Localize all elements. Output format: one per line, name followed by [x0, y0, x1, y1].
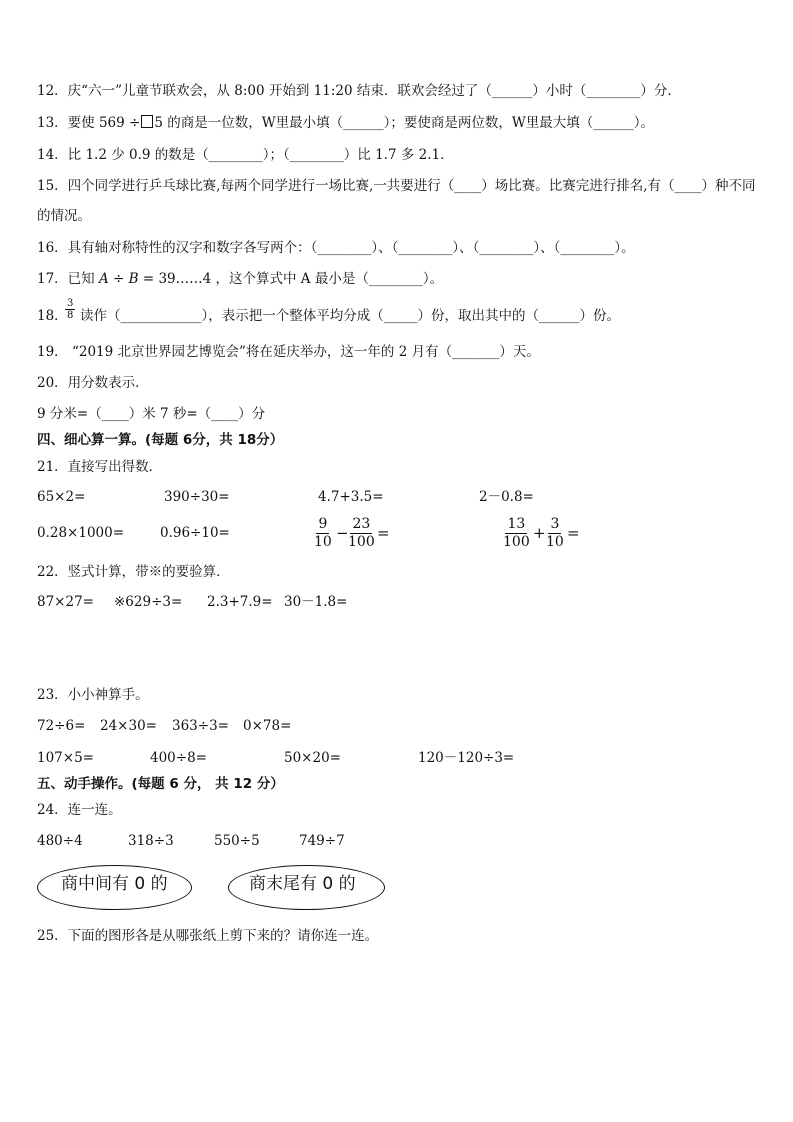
q23-item-5: 107×5=	[37, 750, 94, 766]
q18-numerator: 3	[67, 298, 74, 309]
q21-item-1: 65×2=	[37, 489, 86, 505]
q23-item-1: 72÷6=	[37, 718, 86, 734]
q22-item-3: 2.3+7.9=	[207, 594, 273, 610]
question-24: 24．连一连。	[37, 802, 122, 818]
q21-frac1-op: −	[336, 524, 349, 542]
q13-suffix: 5 的商是一位数，W里最小填（______）；要使商是两位数，W里最大填（______）。	[154, 115, 654, 131]
denominator: 100	[503, 534, 530, 550]
q13-prefix: 13．要使 569 ÷	[37, 115, 141, 131]
section-5-heading: 五、动手操作。(每题 6 分， 共 12 分）	[37, 776, 284, 792]
numerator: 3	[550, 516, 560, 532]
q21-item-4: 2－0.8=	[479, 489, 534, 505]
q18-number: 18．	[37, 308, 68, 324]
blank-box-icon	[141, 115, 153, 128]
q21-frac2-op: +	[533, 524, 546, 542]
section-4-heading: 四、细心算一算。(每题 6分，共 18分）	[37, 432, 284, 448]
q17-rest: = 39……4 ，这个算式中 A 最小是（________）。	[142, 271, 444, 287]
q23-item-7: 50×20=	[284, 750, 341, 766]
numerator: 13	[507, 516, 526, 532]
q21-frac2-eq: =	[567, 524, 580, 542]
q21-frac1-b	[348, 516, 375, 551]
q24-item-4: 749÷7	[299, 833, 345, 849]
question-17	[37, 270, 443, 288]
ellipse-zero-end-label: 商末尾有 0 的	[249, 874, 356, 894]
q23-item-3: 363÷3=	[172, 718, 229, 734]
numerator: 9	[318, 516, 328, 532]
q24-item-2: 318÷3	[128, 833, 174, 849]
denominator: 10	[314, 534, 332, 550]
q23-item-8: 120－120÷3=	[418, 750, 515, 766]
question-20: 20．用分数表示．	[37, 375, 149, 391]
q23-item-2: 24×30=	[100, 718, 157, 734]
q23-item-6: 400÷8=	[150, 750, 207, 766]
q18-text: 读作（____________），表示把一个整体平均分成（_____）份，取出其中的（______）份。	[80, 308, 620, 324]
q18-fraction	[65, 298, 75, 321]
ellipse-zero-middle-label: 商中间有 0 的	[61, 874, 168, 894]
denominator: 100	[348, 534, 375, 550]
q17-prefix: 17．已知	[37, 271, 95, 287]
q21-item-6: 0.96÷10=	[160, 525, 230, 541]
q23-item-4: 0×78=	[243, 718, 292, 734]
question-12: 12．庆“六一”儿童节联欢会，从 8:00 开始到 11:20 结束．联欢会经过了（______）小时（________）分．	[37, 83, 681, 99]
q21-frac1-eq: =	[377, 524, 390, 542]
question-19: 19． “2019 北京世界园艺博览会”将在延庆举办，这一年的 2 月有（_______）天。	[37, 344, 540, 360]
question-25: 25．下面的图形各是从哪张纸上剪下来的？请你连一连。	[37, 928, 379, 944]
question-21: 21．直接写出得数．	[37, 459, 163, 475]
q21-frac2-a	[503, 516, 530, 551]
question-22: 22．竖式计算，带※的要验算．	[37, 564, 230, 580]
q22-item-4: 30－1.8=	[284, 594, 348, 610]
question-15: 15．四个同学进行乒乓球比赛,每两个同学进行一场比赛,一共要进行（____）场比赛。比赛完进行排名,有（____）种不同的情况。	[37, 178, 756, 224]
q21-frac1-a	[314, 516, 332, 551]
q21-item-5: 0.28×1000=	[37, 525, 125, 541]
var-b: B	[128, 271, 139, 287]
q22-item-1: 87×27=	[37, 594, 94, 610]
numerator: 23	[352, 516, 371, 532]
q24-item-3: 550÷5	[214, 833, 260, 849]
q21-item-3: 4.7+3.5=	[318, 489, 384, 505]
q21-item-2: 390÷30=	[164, 489, 230, 505]
question-14: 14．比 1.2 少 0.9 的数是（________）；（________）比 1.7 多 2.1．	[37, 147, 454, 163]
q21-frac2-b	[546, 516, 564, 551]
question-18	[37, 307, 68, 325]
denominator: 10	[546, 534, 564, 550]
question-13	[37, 114, 654, 132]
q24-item-1: 480÷4	[37, 833, 83, 849]
question-23: 23．小小神算手。	[37, 687, 149, 703]
question-16: 16．具有轴对称特性的汉字和数字各写两个：（________）、（________）、（________）、（________）。	[37, 240, 635, 256]
q22-item-2: ※629÷3=	[114, 594, 183, 610]
div-sign: ÷	[113, 271, 125, 287]
q20-line: 9 分米=（____）米 7 秒=（____）分	[37, 406, 266, 422]
q18-denominator: 8	[67, 310, 74, 321]
var-a: A	[98, 271, 109, 287]
